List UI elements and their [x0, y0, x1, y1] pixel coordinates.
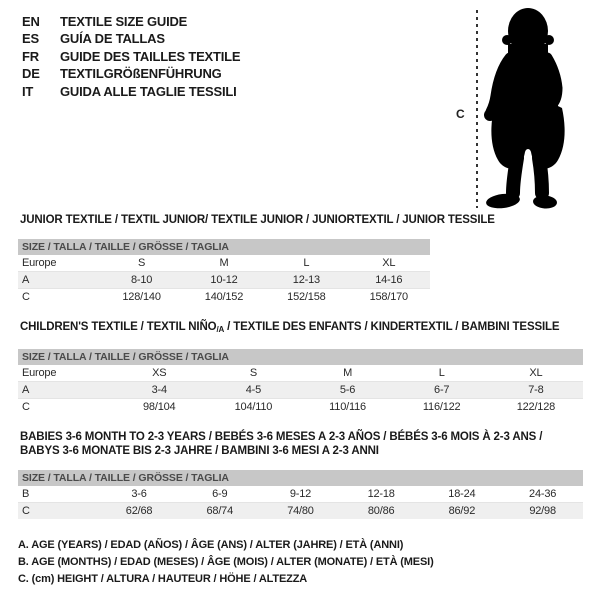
figure	[440, 0, 600, 220]
size-value: 62/68	[99, 503, 180, 520]
language-code: EN	[22, 14, 40, 29]
language-code: DE	[22, 66, 40, 82]
table-title-text: JUNIOR TEXTILE / TEXTIL JUNIOR/ TEXTILE JUNIOR / JUNIORTEXTIL / JUNIOR TESSILE	[20, 214, 495, 226]
size-value: S	[206, 365, 300, 382]
table-row	[18, 255, 430, 272]
size-header-bar: SIZE / TALLA / TAILLE / GRÖSSE / TAGLIA	[18, 470, 583, 486]
size-value: 9-12	[260, 486, 341, 503]
table-row	[18, 486, 583, 503]
table-title	[20, 430, 583, 458]
measure-label-c: C	[456, 107, 465, 121]
language-row	[22, 83, 240, 100]
table-row	[18, 272, 430, 289]
language-title: TEXTILE SIZE GUIDE	[60, 14, 188, 29]
size-value: XL	[489, 365, 583, 382]
size-value: 12-18	[341, 486, 422, 503]
table-title-text: CHILDREN'S TEXTILE / TEXTIL NIÑO	[20, 321, 217, 333]
size-value: 104/110	[234, 401, 273, 413]
table-title-text: BABIES 3-6 MONTH TO 2-3 YEARS / BEBÉS 3-6 MESES A 2-3 AÑOS / BÉBÉS 3-6 MOIS À 2-3 ANS /	[20, 431, 543, 443]
language-row	[22, 48, 240, 65]
row-label: Europe	[18, 365, 112, 382]
size-value: 12-13	[265, 272, 347, 289]
language-code: ES	[22, 31, 39, 47]
size-value: L	[395, 365, 489, 382]
language-row	[22, 13, 240, 30]
legend	[18, 537, 583, 588]
language-title: GUIDA ALLE TAGLIE TESSILI	[60, 83, 237, 99]
language-row	[22, 30, 240, 47]
size-value: 116/122	[422, 401, 461, 413]
legend-line: B. AGE (MONTHS) / EDAD (MESES) / ÂGE (MOIS) / ALTER (MONATE) / ETÀ (MESI)	[18, 556, 434, 568]
row-label: B	[18, 486, 99, 503]
size-value: 18-24	[422, 486, 503, 503]
size-value: M	[183, 255, 265, 272]
size-value: 5-6	[300, 382, 394, 399]
table-title-text: BABYS 3-6 MONATE BIS 2-3 JAHRE / BAMBINI 3-6 MESI A 2-3 ANNI	[20, 445, 379, 457]
size-value: 80/86	[341, 503, 422, 520]
size-value: 4-5	[206, 382, 300, 399]
size-value: 68/74	[179, 503, 260, 520]
table-title-text: / TEXTILE DES ENFANTS / KINDERTEXTIL / BAMBINI TESSILE	[224, 321, 560, 333]
language-list	[22, 13, 240, 100]
table-row	[18, 399, 583, 416]
size-value: 110/116	[329, 401, 366, 413]
size-table-section	[18, 320, 583, 415]
size-value: 8-10	[100, 272, 182, 289]
row-label: C	[22, 401, 30, 413]
size-table	[18, 470, 583, 519]
size-value: 24-36	[502, 486, 583, 503]
table-title	[20, 213, 583, 227]
size-value: L	[265, 255, 347, 272]
language-code: IT	[22, 83, 34, 99]
size-value: 6-7	[395, 382, 489, 399]
figure-svg	[440, 0, 600, 220]
language-title: TEXTILGRÖßENFÜHRUNG	[60, 66, 222, 82]
size-table-section	[18, 213, 583, 305]
size-value: 3-6	[99, 486, 180, 503]
size-value: XL	[348, 255, 430, 272]
size-value: 98/104	[143, 401, 176, 413]
baby-silhouette-icon	[484, 8, 565, 210]
table-row	[18, 503, 583, 520]
size-value: 140/152	[204, 291, 244, 303]
size-value: 6-9	[179, 486, 260, 503]
table-title-text: /A	[216, 325, 225, 334]
size-value: 92/98	[502, 503, 583, 520]
size-table	[18, 239, 430, 305]
size-value: 74/80	[260, 503, 341, 520]
size-value: 14-16	[348, 272, 430, 289]
size-table	[18, 349, 583, 415]
legend-line: C. (cm) HEIGHT / ALTURA / HAUTEUR / HÖHE / ALTEZZA	[18, 573, 308, 585]
table-row	[18, 382, 583, 399]
language-title: GUÍA DE TALLAS	[60, 31, 165, 47]
tables-container	[18, 213, 583, 588]
language-row	[22, 65, 240, 82]
size-value: 3-4	[112, 382, 206, 399]
table-row	[18, 289, 430, 306]
language-title: GUIDE DES TAILLES TEXTILE	[60, 48, 241, 64]
row-label: C	[18, 503, 99, 520]
size-header-bar: SIZE / TALLA / TAILLE / GRÖSSE / TAGLIA	[18, 349, 583, 365]
table-row	[18, 365, 583, 382]
row-label: Europe	[18, 255, 100, 272]
size-value: S	[100, 255, 182, 272]
table-title	[20, 320, 583, 337]
language-code: FR	[22, 48, 39, 64]
size-value: 158/170	[369, 291, 408, 303]
size-value: 122/128	[516, 401, 556, 413]
size-table-section	[18, 430, 583, 519]
size-header-bar: SIZE / TALLA / TAILLE / GRÖSSE / TAGLIA	[18, 239, 430, 255]
size-value: M	[300, 365, 394, 382]
size-value: 7-8	[489, 382, 583, 399]
row-label: A	[18, 382, 112, 399]
size-value: 152/158	[287, 291, 326, 303]
row-label: A	[18, 272, 100, 289]
legend-line: A. AGE (YEARS) / EDAD (AÑOS) / ÂGE (ANS) / ALTER (JAHRE) / ETÀ (ANNI)	[18, 539, 404, 551]
size-value: 128/140	[122, 291, 161, 303]
row-label: C	[22, 291, 30, 303]
size-value: 86/92	[422, 503, 503, 520]
size-value: 10-12	[183, 272, 265, 289]
size-value: XS	[112, 365, 206, 382]
